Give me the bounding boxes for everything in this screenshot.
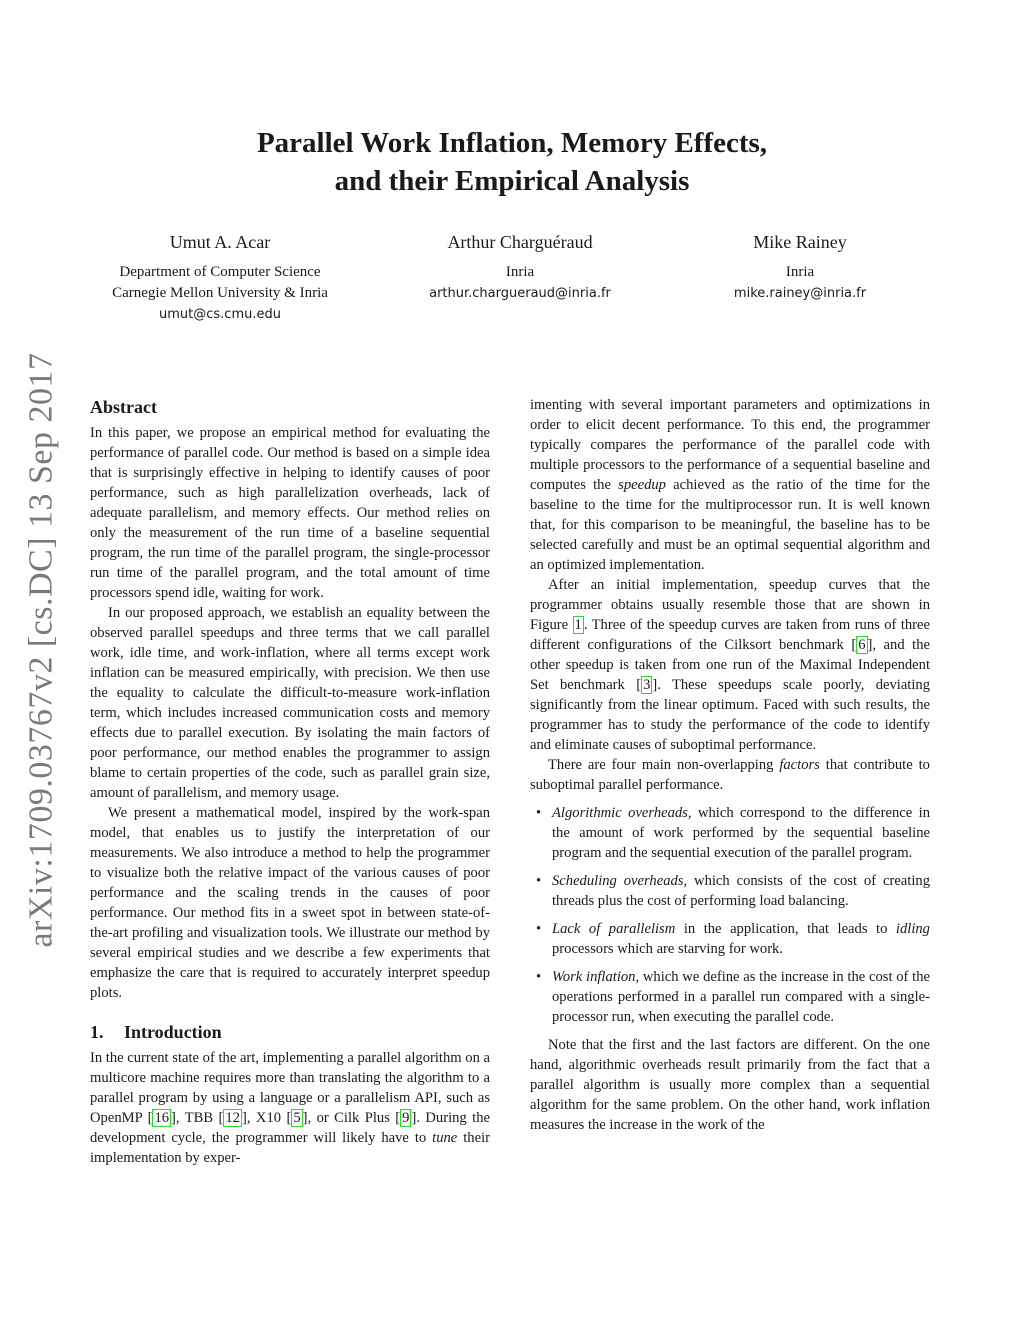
author-block-chargueraud bbox=[380, 231, 660, 305]
author-name: Mike Rainey bbox=[753, 232, 847, 252]
intro-heading bbox=[90, 1020, 490, 1044]
figure-link[interactable]: 1 bbox=[574, 617, 582, 633]
emphasis: Scheduling overheads bbox=[552, 873, 684, 889]
author-email: umut@cs.cmu.edu bbox=[159, 307, 281, 322]
list-item bbox=[530, 967, 930, 1027]
left-column bbox=[90, 395, 490, 1168]
citation-link[interactable]: 12 bbox=[225, 1110, 240, 1126]
text: There are four main non-overlapping bbox=[548, 757, 780, 773]
author-affiliation: Inria bbox=[785, 264, 815, 280]
citation-link[interactable]: 3 bbox=[643, 677, 651, 693]
citation-link[interactable]: 9 bbox=[402, 1110, 410, 1126]
list-item bbox=[530, 871, 930, 911]
emphasis: idling bbox=[895, 921, 930, 937]
emphasis: factors bbox=[779, 757, 820, 773]
abstract-heading: Abstract bbox=[90, 397, 157, 417]
text: ], TBB [ bbox=[171, 1110, 224, 1126]
factor-list bbox=[530, 803, 930, 1027]
arxiv-id: arXiv:1709.03767v2 [cs.DC] 13 Sep 2017 bbox=[23, 352, 60, 948]
emphasis: Lack of parallelism bbox=[552, 921, 676, 937]
text: imenting with several important parameters and optimizations in order to elicit decent performance. To this end, the programmer typically compares the performance of the parallel code with multiple processors to the performance of a sequential baseline and computes the bbox=[530, 397, 930, 493]
text: ], or Cilk Plus [ bbox=[302, 1110, 401, 1126]
right-paragraph-3 bbox=[530, 755, 930, 795]
right-column bbox=[530, 395, 930, 1135]
text: ]. These speedups scale poorly, deviating significantly from the linear optimum. Faced with such results, the programmer has to study the performance of the code to identify and eliminate causes of suboptimal performance. bbox=[530, 677, 931, 753]
text: ]. During the development cycle, the programmer will likely have to bbox=[90, 1110, 490, 1146]
author-affiliation-2: Carnegie Mellon University & Inria bbox=[112, 285, 328, 301]
title-line-1: Parallel Work Inflation, Memory Effects, bbox=[256, 127, 768, 159]
intro-paragraph-1 bbox=[90, 1048, 490, 1168]
author-affiliation: Inria bbox=[505, 264, 535, 280]
author-email: arthur.chargueraud@inria.fr bbox=[429, 286, 611, 301]
text: , which we define as the increase in the cost of the operations performed in a parallel run compared with a single-processor run, when executing the parallel code. bbox=[552, 969, 930, 1025]
emphasis: speedup bbox=[618, 477, 666, 493]
list-item bbox=[530, 919, 930, 959]
list-item bbox=[530, 803, 930, 863]
arxiv-stamp bbox=[12, 350, 72, 950]
section-title: Introduction bbox=[124, 1022, 222, 1042]
right-paragraph-1 bbox=[530, 395, 930, 575]
citation-link[interactable]: 6 bbox=[858, 637, 866, 653]
text: that contribute to suboptimal parallel performance. bbox=[530, 757, 930, 793]
author-name: Umut A. Acar bbox=[169, 232, 271, 252]
abstract-paragraph-2: In our proposed approach, we establish an equality between the observed parallel speedups and three terms that we call parallel work, idle time, and work-inflation, where all terms except work inflation can be measured empirically, with precision. We then use the equality to calculate the difficult-to-measure work-inflation term, which includes increased communication costs and memory effects due to parallel execution. By isolating the main factors of poor performance, our method enables the programmer to assign blame to certain properties of the code, such as parallel grain size, amount of parallelism, and memory usage. bbox=[90, 605, 490, 801]
text: achieved as the ratio of the time for the baseline to the time for the multiprocessor run. It is well known that, for this comparison to be meaningful, the baseline has to be selected carefully and must be an optimal sequential algorithm and an optimized implementation. bbox=[530, 477, 930, 573]
text: ], X10 [ bbox=[241, 1110, 292, 1126]
author-email: mike.rainey@inria.fr bbox=[733, 286, 867, 301]
emphasis: tune bbox=[432, 1130, 458, 1146]
bullet-icon: • bbox=[536, 873, 542, 889]
abstract-paragraph-3: We present a mathematical model, inspired by the work-span model, that enables us to justify the interpretation of our measurements. We also introduce a method to help the programmer to visualize both the relative impact of the various causes of poor performance and the scaling trends in the causes of poor performance. Our method fits in a sweet spot in between state-of-the-art profiling and visualization tools. We illustrate our method by several empirical studies and we describe a few experiments that emphasize the care that is required to accurately interpret speedup plots. bbox=[90, 805, 490, 1001]
right-paragraph-4: Note that the first and the last factors are different. On the one hand, algorithmic overheads result primarily from the fact that a parallel algorithm is usually more complex than a sequential algorithm for the same problem. On the other hand, work inflation measures the increase in the work of the bbox=[530, 1037, 930, 1133]
text: , which consists of the cost of creating threads plus the cost of performing load balancing. bbox=[552, 873, 930, 909]
text: After an initial implementation, speedup curves that the programmer obtains usually resemble those that are shown in Figure bbox=[530, 577, 930, 633]
text: , which correspond to the difference in the amount of work performed by the sequential baseline program and the sequential execution of the parallel program. bbox=[552, 805, 930, 861]
text: their implementation by exper- bbox=[90, 1130, 490, 1166]
text: processors which are starving for work. bbox=[552, 941, 783, 957]
text: . Three of the speedup curves are taken from runs of three different configurations of the Cilksort benchmark [ bbox=[530, 617, 930, 653]
right-paragraph-2 bbox=[530, 575, 930, 755]
paper-title bbox=[0, 124, 1024, 200]
emphasis: Work inflation bbox=[552, 969, 636, 985]
text: In the current state of the art, implementing a parallel algorithm on a multicore machine requires more than translating the algorithm to a parallel program by using a language or a parallelism API, such as OpenMP [ bbox=[90, 1050, 490, 1126]
author-block-rainey bbox=[680, 231, 920, 305]
abstract-paragraph-1: In this paper, we propose an empirical method for evaluating the performance of parallel code. Our method is based on a simple idea that is surprisingly effective in helping to identify causes of poor performance, such as high parallelization overheads, lack of adequate parallelism, and memory effects. Our method relies on only the measurement of the run time of a baseline sequential program, the run time of the parallel program, the single-processor run time of the parallel program, and the total amount of time processors spend idle, waiting for work. bbox=[90, 425, 490, 601]
author-affiliation: Department of Computer Science bbox=[119, 264, 321, 280]
author-block-acar bbox=[80, 231, 360, 326]
bullet-icon: • bbox=[536, 969, 542, 985]
author-name: Arthur Charguéraud bbox=[447, 232, 593, 252]
citation-link[interactable]: 5 bbox=[293, 1110, 301, 1126]
title-line-2: and their Empirical Analysis bbox=[334, 165, 690, 197]
emphasis: Algorithmic overheads bbox=[552, 805, 688, 821]
bullet-icon: • bbox=[536, 805, 542, 821]
section-number: 1. bbox=[90, 1022, 104, 1042]
bullet-icon: • bbox=[536, 921, 542, 937]
citation-link[interactable]: 16 bbox=[154, 1110, 170, 1126]
text: ], and the other speedup is taken from one run of the Maximal Independent Set benchmark [ bbox=[530, 637, 930, 693]
text: in the application, that leads to bbox=[675, 921, 896, 937]
